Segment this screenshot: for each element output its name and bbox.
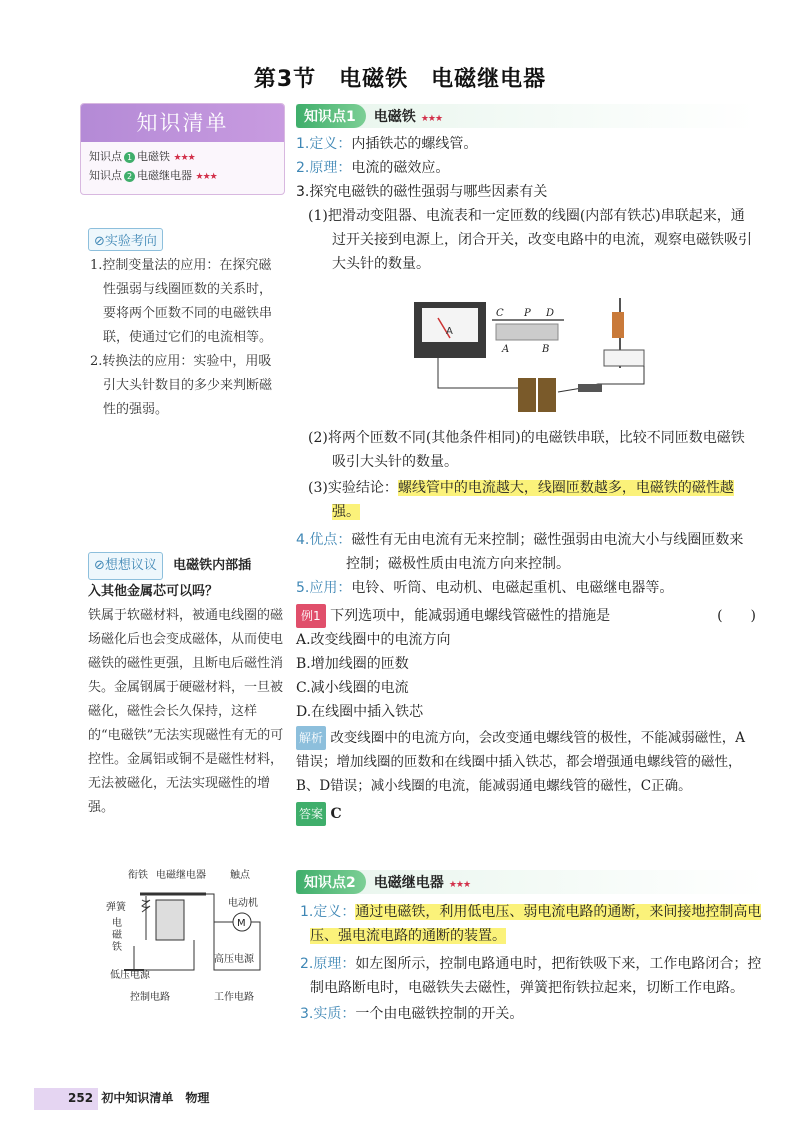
wire-left (438, 358, 518, 388)
analysis (296, 726, 756, 798)
app-text: 电铃、听筒、电动机、电磁起重机、电磁继电器等。 (351, 580, 674, 596)
control-wire (134, 940, 194, 970)
label-motor: 电动机 (228, 898, 258, 909)
ammeter-letter: A (446, 326, 453, 337)
app-label: 5.应用： (296, 580, 352, 596)
star-rating: ★★★ (173, 153, 195, 163)
star-rating: ★★★ (420, 114, 443, 124)
label-p: P (524, 308, 531, 319)
answer (296, 802, 756, 826)
label-armature: 衔铁 (128, 870, 148, 881)
think-tag-label: 想想议议 (104, 558, 157, 573)
switch[interactable] (578, 384, 602, 392)
kp1-principle (296, 156, 756, 180)
kp1-header (296, 104, 756, 128)
knowledge-list-item[interactable] (81, 167, 284, 186)
label-electromagnet-2: 磁 (112, 930, 122, 941)
label-electromagnet-3: 铁 (112, 942, 122, 953)
kp2-header (296, 870, 766, 894)
relay-coil (156, 900, 184, 940)
kp1-advantages (296, 528, 756, 576)
option-d[interactable]: D.在线圈中插入铁芯 (296, 704, 424, 720)
experiment-tag-wrap (88, 228, 163, 251)
principle-label: 2.原理： (296, 160, 352, 176)
experiment-point: 1.控制变量法的应用：在探究磁性强弱与线圈匝数的关系时，要将两个匝数不同的电磁铁串联，使通过它们的电流相等。 (90, 258, 273, 345)
knowledge-list-title: 知识清单 (81, 104, 284, 142)
kp1-applications (296, 576, 756, 600)
think-discuss (88, 552, 284, 820)
rheostat (496, 324, 558, 340)
principle-text: 电流的磁效应。 (351, 160, 450, 176)
think-question: 电磁铁内部插 (173, 558, 252, 573)
page-title: 第3节 电磁铁 电磁继电器 (253, 67, 547, 92)
footer (68, 1089, 209, 1106)
kp1-step3 (296, 476, 756, 524)
knowledge-list-item[interactable] (81, 148, 284, 167)
label-high-voltage: 高压电源 (214, 954, 254, 965)
def-text: 内插铁芯的螺线管。 (351, 136, 478, 152)
motor-letter: M (237, 918, 246, 929)
experiment-points (90, 254, 280, 422)
label-work-circuit: 工作电路 (214, 992, 254, 1003)
answer-blank: ( ) (717, 608, 756, 624)
kp1-section-cont (296, 426, 756, 600)
option-c[interactable]: C.减小线圈的电流 (296, 680, 409, 696)
analysis-text: 改变线圈中的电流方向，会改变通电螺线管的极性，不能减弱磁性，A错误；增加线圈的匝数和在线圈中插入铁芯，都会增强通电螺线管的磁性，B、D错误；减小线圈的电流，能减弱通电螺线管的磁性，C正确。 (296, 730, 746, 794)
kp1-section (296, 104, 756, 276)
label-relay: 电磁继电器 (156, 870, 206, 881)
option-a[interactable]: A.改变线圈中的电流方向 (296, 632, 451, 648)
adv-text: 磁性有无由电流有无来控制；磁性强弱由电流大小与线圈匝数来控制；磁极性质由电流方向来控制。 (346, 532, 744, 572)
relay-spring (142, 896, 150, 940)
step3-prefix: (3)实验结论： (308, 480, 398, 496)
kp2-section (296, 870, 766, 1026)
principle-label: 2.原理： (300, 956, 356, 972)
step3-conclusion: 螺线管中的电流越大，线圈匝数越多，电磁铁的磁性越强。 (332, 480, 734, 520)
label-electromagnet-1: 电 (112, 918, 122, 929)
label-spring: 弹簧 (106, 902, 126, 913)
kp2-name: 电磁继电器 (373, 875, 444, 891)
def-label: 1.定义： (300, 904, 356, 920)
link-icon: ⊘ (94, 558, 105, 573)
think-tag (88, 552, 163, 580)
example-question (296, 604, 756, 628)
pin-dish (604, 350, 644, 366)
label-control-circuit: 控制电路 (130, 992, 170, 1003)
answer-tag: 答案 (296, 802, 326, 826)
number-badge: 2 (124, 171, 135, 182)
example-tag: 例1 (296, 604, 326, 628)
experiment-tag-label: 实验考向 (104, 234, 157, 249)
kp2-tag: 知识点2 (296, 870, 366, 894)
kp1-explore-title: 3.探究电磁铁的磁性强弱与哪些因素有关 (296, 184, 548, 200)
star-rating: ★★★ (448, 880, 471, 890)
principle-text: 如左图所示，控制电路通电时，把衔铁吸下来，工作电路闭合；控制电路断电时，电磁铁失去磁性，弹簧把衔铁拉起来，切断工作电路。 (310, 956, 762, 996)
def-text: 通过电磁铁，利用低电压、弱电流电路的通断，来间接地控制高电压、强电流电路的通断的装置。 (310, 904, 762, 944)
knowledge-list-box (80, 103, 285, 195)
apparatus-diagram (408, 288, 668, 420)
label-d: D (546, 308, 555, 319)
battery-2 (538, 378, 556, 412)
kp2-essence (296, 1002, 766, 1026)
def-label: 1.定义： (296, 136, 352, 152)
kp1-def (296, 132, 756, 156)
item-name: 电磁铁 (137, 150, 170, 163)
essence-label: 3.实质： (300, 1006, 356, 1022)
kp1-name: 电磁铁 (373, 109, 416, 125)
essence-text: 一个由电磁铁控制的开关。 (355, 1006, 524, 1022)
number-badge: 1 (124, 152, 135, 163)
example-section (296, 604, 756, 826)
label-c: C (496, 308, 504, 319)
adv-label: 4.优点： (296, 532, 352, 548)
kp1-tag: 知识点1 (296, 104, 366, 128)
think-answer: 铁属于软磁材料，被通电线圈的磁场磁化后也会变成磁体，从而使电磁铁的磁性更强，且断电后磁性消失。金属钢属于硬磁材料，一旦被磁化，磁性会长久保持，这样的“电磁铁”无法实现磁性有无的可控性。金属铝或铜不是磁性材料，无法被磁化，无法实现磁性的增强。 (88, 608, 284, 815)
label-b: B (542, 344, 550, 355)
label-low-voltage: 低压电源 (110, 970, 150, 981)
kp1-step2: (2)将两个匝数不同(其他条件相同)的电磁铁串联，比较不同匝数电磁铁吸引大头针的数量。 (308, 430, 745, 470)
page-number: 252 (68, 1091, 94, 1105)
label-contact: 触点 (230, 870, 250, 881)
experiment-tag (88, 228, 163, 251)
electromagnet (612, 312, 624, 338)
kp1-step1: (1)把滑动变阻器、电流表和一定匝数的线圈(内部有铁芯)串联起来，通过开关接到电源上，闭合开关，改变电路中的电流，观察电磁铁吸引大头针的数量。 (308, 208, 752, 272)
think-question-cont: 入其他金属芯可以吗？ (88, 584, 219, 599)
experiment-point: 2.转换法的应用：实验中，用吸引大头针数目的多少来判断磁性的强弱。 (90, 354, 273, 417)
kp2-principle (296, 952, 766, 1000)
analysis-tag: 解析 (296, 726, 326, 750)
battery-1 (518, 378, 536, 412)
relay-diagram (94, 866, 274, 1006)
star-rating: ★★★ (195, 172, 217, 182)
kp2-def (296, 900, 766, 948)
question-text: 下列选项中，能减弱通电螺线管磁性的措施是 (330, 608, 611, 624)
item-name: 电磁继电器 (137, 169, 192, 182)
answer-value: C (330, 806, 342, 822)
option-b[interactable]: B.增加线圈的匝数 (296, 656, 409, 672)
link-icon: ⊘ (94, 234, 105, 249)
book-title: 初中知识清单 物理 (101, 1091, 210, 1105)
label-a: A (502, 344, 510, 355)
item-prefix: 知识点 (89, 169, 122, 182)
item-prefix: 知识点 (89, 150, 122, 163)
